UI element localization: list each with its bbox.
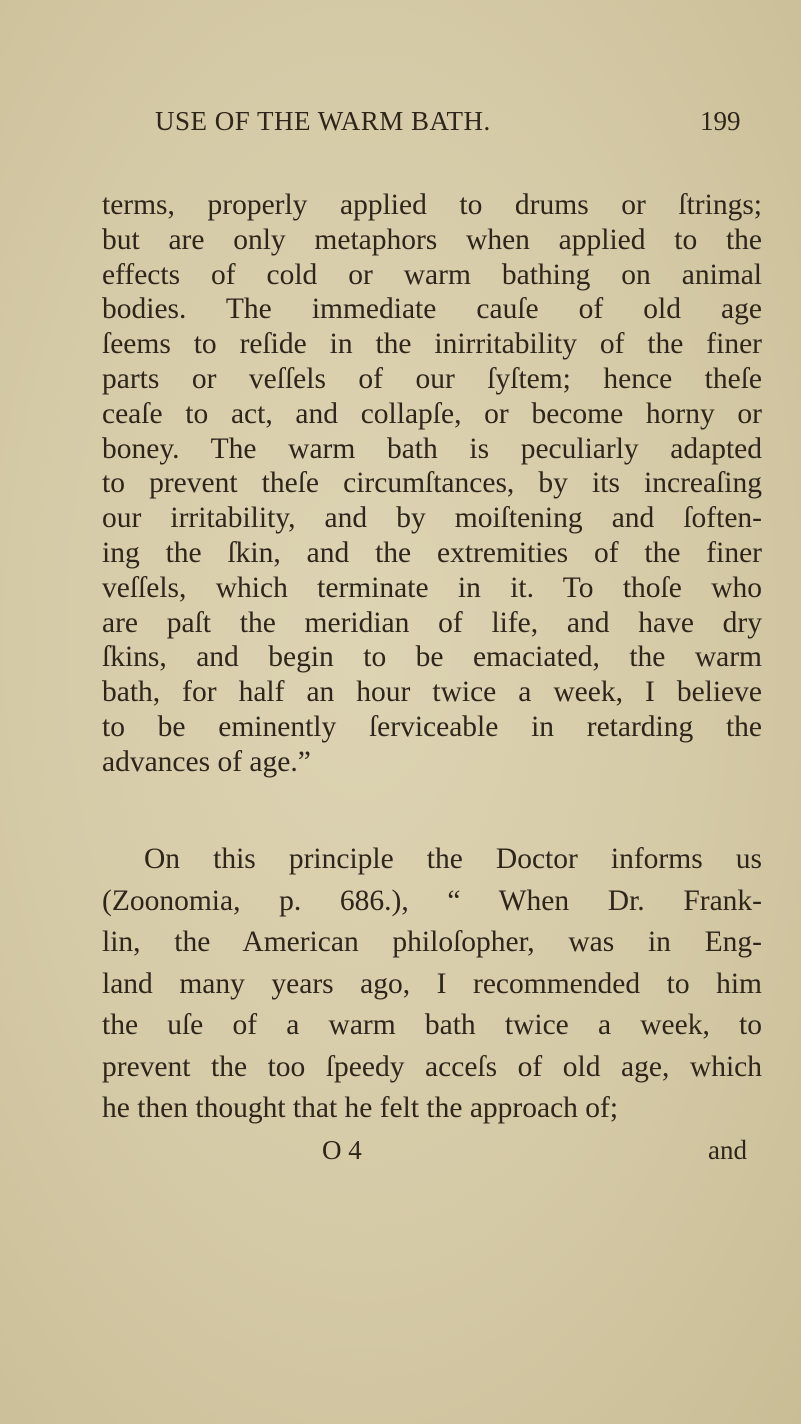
text-line: boney. The warm bath is peculiarly adapted [102, 432, 762, 465]
catchword: and [708, 1135, 747, 1165]
text-line: bodies. The immediate cauſe of old age [102, 293, 762, 326]
text-line: bath, for half an hour twice a week, I believe [102, 676, 762, 709]
running-title: USE OF THE WARM BATH. [155, 106, 491, 136]
text-line: advances of age.” [102, 745, 311, 778]
text-line: lin, the American philoſopher, was in Eng- [102, 926, 762, 958]
text-line: but are only metaphors when applied to the [102, 223, 762, 256]
text-line: our irritability, and by moiſtening and ſoften- [102, 502, 762, 535]
text-line: prevent the too ſpeedy acceſs of old age, which [102, 1050, 762, 1083]
signature-mark: O 4 [322, 1135, 362, 1165]
text-line: terms, properly applied to drums or ſtrings; [102, 189, 762, 221]
text-line: ſkins, and begin to be emaciated, the warm [102, 641, 762, 674]
text-line: to be eminently ſerviceable in retarding the [102, 711, 762, 743]
text-line: he then thought that he felt the approach of; [102, 1092, 619, 1124]
text-line: ſeems to reſide in the inirritability of the finer [102, 328, 762, 361]
text-line: land many years ago, I recommended to him [102, 967, 762, 1000]
text-line: ing the ſkin, and the extremities of the finer [102, 537, 762, 569]
text-line: On this principle the Doctor informs us [144, 843, 762, 875]
text-line: parts or veſſels of our ſyſtem; hence theſe [102, 363, 762, 395]
text-line: are paſt the meridian of life, and have dry [102, 606, 762, 639]
text-line: effects of cold or warm bathing on animal [102, 258, 762, 291]
text-line: (Zoonomia, p. 686.), “ When Dr. Frank- [102, 884, 762, 917]
text-line: to prevent theſe circumſtances, by its increaſing [102, 467, 762, 500]
text-line: ceaſe to act, and collapſe, or become horny or [102, 397, 762, 430]
text-line: the uſe of a warm bath twice a week, to [102, 1009, 762, 1041]
text-line: veſſels, which terminate in it. To thoſe who [102, 571, 762, 604]
page-number: 199 [700, 106, 741, 136]
